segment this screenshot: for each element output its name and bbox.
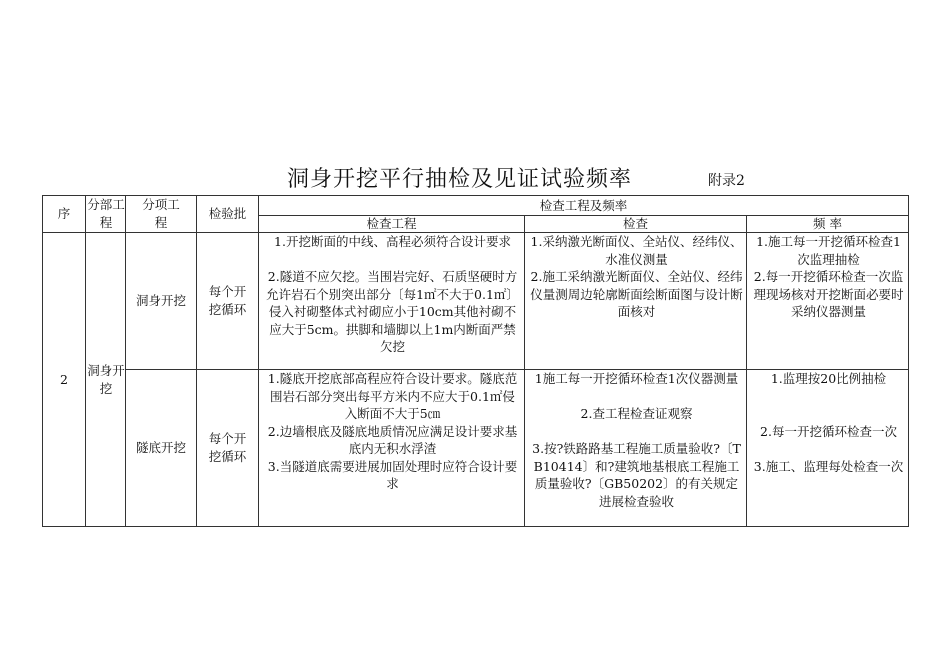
freq-line: 3.施工、监理每处检查一次 [753, 458, 904, 474]
freq-line [752, 405, 905, 423]
check-line: 2.施工采纳激光断面仪、全站仪、经纬仪量测周边轮廓断面绘断面图与设计断面核对 [530, 269, 743, 319]
freq-line: 2.每一开挖循环检查一次监理现场核对开挖断面必要时采纳仪器测量 [753, 269, 904, 319]
freq-cell [747, 370, 909, 527]
subitem-cell: 洞身开挖 [126, 233, 197, 370]
division-label: 洞身开挖 [87, 362, 125, 396]
table-row [43, 370, 909, 527]
freq-line: 2.每一开挖循环检查一次 [760, 423, 897, 439]
check-line: 2.查工程检查证观察 [580, 406, 693, 421]
freq-line [752, 388, 905, 406]
seq-cell: 2 [43, 233, 86, 527]
check-cell [525, 233, 747, 370]
batch-label: 每个开挖循环 [208, 284, 247, 317]
header-seq: 序 [43, 196, 86, 233]
freq-line: 1.监理按20比例抽检 [770, 371, 887, 386]
check-line: 3.按?铁路路基工程施工质量验收?〔TB10414〕和?建筑地基根底工程施工质量验收?〔GB50202〕的有关规定进展检查验收 [532, 441, 741, 509]
item-cell [259, 370, 525, 527]
appendix-label: 附录2 [708, 173, 745, 189]
batch-cell [197, 233, 259, 370]
item-line: 1.开挖断面的中线、高程必须符合设计要求 [274, 234, 511, 249]
subitem-cell: 隧底开挖 [126, 370, 197, 527]
header-group: 检查工程及频率 [259, 196, 909, 216]
item-line: 3.当隧道底需要进展加固处理时应符合设计要求 [267, 458, 518, 491]
item-line: 1.隧底开挖底部高程应符合设计要求。隧底范围岩石部分突出每平方米内不应大于0.1㎡侵入断面不大于5㎝ [267, 371, 518, 421]
table-row [43, 233, 909, 370]
check-line: 1.采纳激光断面仪、全站仪、经纬仪、水准仪测量 [530, 234, 743, 267]
item-line: 2.边墙根底及隧底地质情况应满足设计要求基底内无积水浮渣 [267, 423, 518, 456]
freq-line [752, 440, 905, 458]
header-item: 检查工程 [259, 215, 525, 232]
header-batch: 检验批 [197, 196, 259, 233]
header-freq: 频 率 [747, 215, 909, 232]
item-line: 2.隧道不应欠挖。当围岩完好、石质坚硬时方允许岩石个别突出部分〔每1㎡不大于0.1㎡〕侵入衬砌整体式衬砌应小于10cm其他衬砌不应大于5cm。拱脚和墙脚以上1m内断面严禁欠挖 [266, 269, 519, 354]
item-cell [259, 233, 525, 370]
header-division-label: 分部工程 [87, 197, 125, 230]
item-line [264, 251, 521, 269]
freq-line: 1.施工每一开挖循环检查1次监理抽检 [756, 234, 901, 267]
inspection-table [42, 195, 909, 527]
check-cell [525, 370, 747, 527]
document-title [0, 165, 950, 197]
title-main: 洞身开挖平行抽检及见证试验频率 [287, 167, 633, 192]
header-check: 检查 [525, 215, 747, 232]
batch-cell [197, 370, 259, 527]
check-line [530, 423, 743, 441]
freq-cell [747, 233, 909, 370]
header-subitem [126, 196, 197, 233]
division-cell [86, 233, 126, 527]
header-row-1 [43, 196, 909, 216]
batch-label: 每个开挖循环 [208, 431, 247, 464]
check-line: 1施工每一开挖循环检查1次仪器测量 [534, 371, 739, 386]
header-subitem-label: 分项工程 [142, 197, 180, 230]
check-line [530, 388, 743, 406]
header-division [86, 196, 126, 233]
